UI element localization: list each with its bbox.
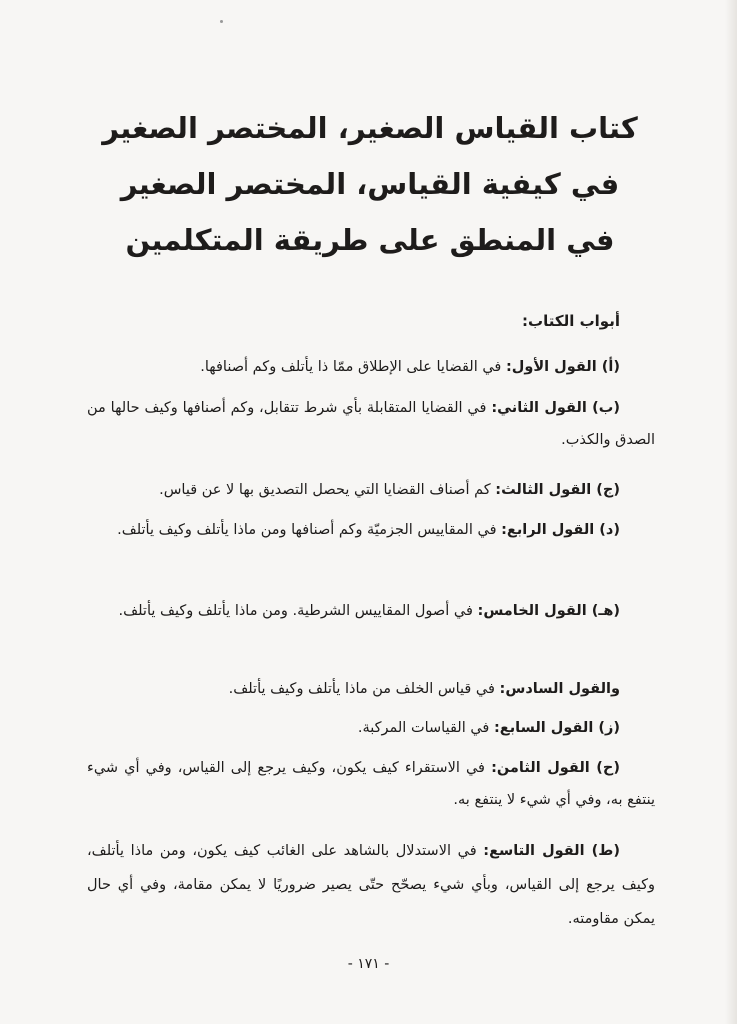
page-edge-shadow	[725, 0, 737, 1024]
chapters-heading: أبواب الكتاب:	[522, 312, 620, 330]
item-label: القول الأول:	[505, 359, 597, 375]
item-label: القول الثامن:	[491, 760, 590, 776]
page-number: - ١٧١ -	[347, 956, 390, 972]
item-text: في أصول المقاييس الشرطية. ومن ماذا يأتلف وكيف يأتلف.	[118, 603, 473, 619]
chapter-item	[87, 474, 655, 506]
item-text: كم أصناف القضايا التي يحصل التصديق بها لا عن قياس.	[159, 482, 491, 498]
item-label: القول التاسع:	[483, 843, 585, 859]
item-marker: (ح)	[596, 760, 620, 776]
item-label: القول السابع:	[493, 720, 594, 736]
item-label: القول الخامس:	[477, 603, 587, 619]
item-marker: (هـ)	[591, 603, 620, 619]
chapter-item	[87, 351, 655, 383]
chapter-item	[87, 752, 655, 816]
item-label: والقول السادس:	[499, 681, 620, 697]
chapter-item	[87, 392, 655, 456]
chapter-item	[87, 514, 655, 546]
chapter-item	[87, 712, 655, 744]
item-marker: (د)	[599, 522, 620, 538]
item-text: في الاستقراء كيف يكون، وكيف يرجع إلى القياس، وفي أي شيء ينتفع به، وفي أي شيء لا ينتفع به.	[87, 760, 655, 808]
item-marker: (ز)	[598, 720, 620, 736]
item-text: في الاستدلال بالشاهد على الغائب كيف يكون، ومن ماذا يأتلف، وكيف يرجع إلى القياس، وبأي شيء يصحّح حتّى يصير ضروريًا لا يمكن مقامة، وفي أي حال يمكن مقاومته.	[87, 843, 655, 927]
item-label: القول الثاني:	[491, 400, 587, 416]
chapter-item	[87, 673, 655, 705]
item-text: في قياس الخلف من ماذا يأتلف وكيف يأتلف.	[228, 681, 495, 697]
page-title: كتاب القياس الصغير، المختصر الصغير في كيفية القياس، المختصر الصغير في المنطق على طريقة المتكلمين	[102, 111, 638, 257]
item-text: في القياسات المركبة.	[357, 720, 490, 736]
item-marker: (ط)	[591, 843, 620, 859]
chapter-item	[87, 595, 655, 627]
item-text: في القضايا على الإطلاق ممّا ذا يأتلف وكم أصنافها.	[200, 359, 502, 375]
item-marker: (ب)	[592, 400, 620, 416]
chapter-item	[87, 834, 655, 936]
item-marker: (أ)	[601, 359, 620, 375]
item-text: في القضايا المتقابلة بأي شرط تتقابل، وكم أصنافها وكيف حالها من الصدق والكذب.	[87, 400, 655, 448]
item-label: القول الثالث:	[495, 482, 592, 498]
item-marker: (ج)	[596, 482, 620, 498]
item-text: في المقاييس الجزميّة وكم أصنافها ومن ماذا يأتلف وكيف يأتلف.	[117, 522, 497, 538]
item-label: القول الرابع:	[501, 522, 595, 538]
scan-speck	[220, 20, 223, 23]
